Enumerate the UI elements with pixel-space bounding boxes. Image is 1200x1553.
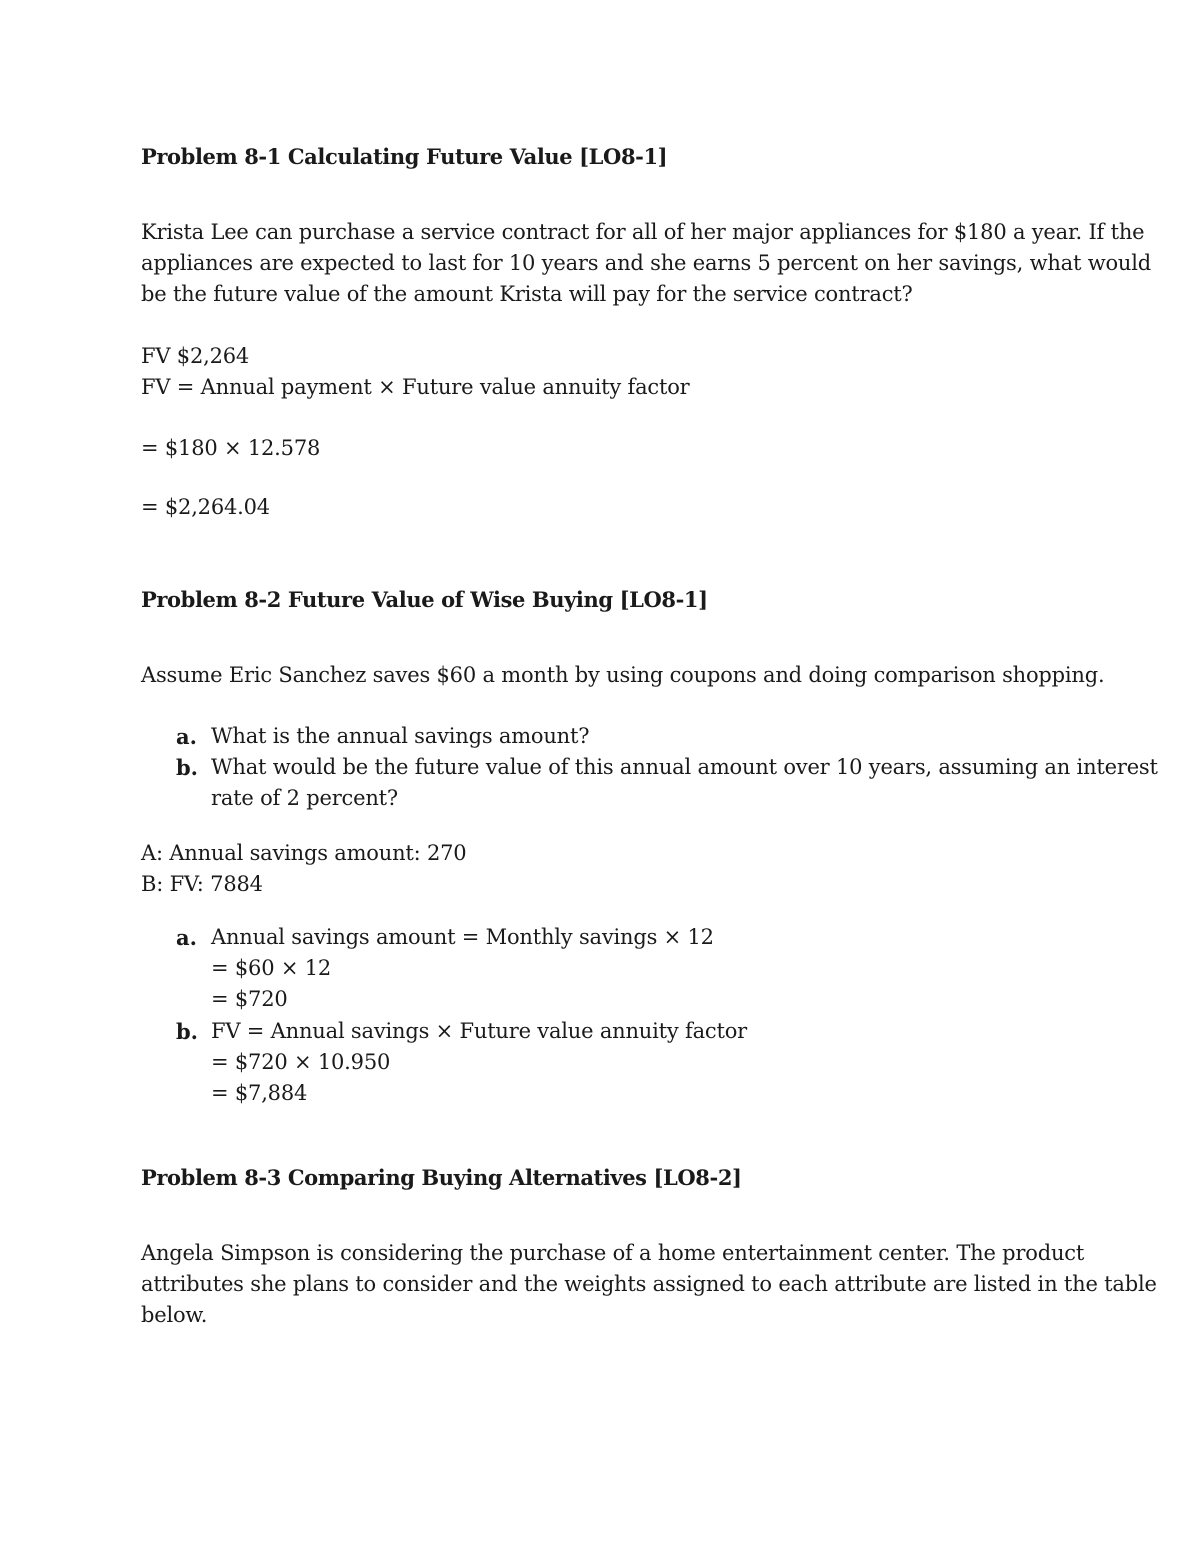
problem-8-2-text: Assume Eric Sanchez saves $60 a month by using coupons and doing comparison shopping. — [141, 663, 1105, 687]
problem-8-1-text-line-3: be the future value of the amount Krista will pay for the service contract? — [141, 282, 913, 306]
question-a-marker: a. — [176, 724, 197, 749]
problem-8-1-text-line-2: appliances are expected to last for 10 years and she earns 5 percent on her savings, what would — [141, 251, 1152, 275]
problem-8-3-heading: Problem 8-3 Comparing Buying Alternatives [LO8-2] — [141, 1165, 742, 1190]
problem-8-1-heading: Problem 8-1 Calculating Future Value [LO8-1] — [141, 144, 668, 169]
problem-8-1-answer: FV $2,264 — [141, 344, 250, 368]
problem-8-1-step-1: = $180 × 12.578 — [141, 436, 321, 460]
question-a-text: What is the annual savings amount? — [211, 724, 590, 748]
problem-8-1-formula: FV = Annual payment × Future value annuity factor — [141, 375, 690, 399]
problem-8-3-text-line-3: below. — [141, 1303, 208, 1327]
question-b-marker: b. — [176, 755, 198, 780]
solution-a-line-1: Annual savings amount = Monthly savings × 12 — [211, 925, 714, 949]
problem-8-2-heading: Problem 8-2 Future Value of Wise Buying [LO8-1] — [141, 587, 708, 612]
solution-a-marker: a. — [176, 925, 197, 950]
answer-b: B: FV: 7884 — [141, 872, 263, 896]
solution-b-line-1: FV = Annual savings × Future value annuity factor — [211, 1019, 747, 1043]
solution-a-line-3: = $720 — [211, 987, 288, 1011]
question-b-text-line-1: What would be the future value of this annual amount over 10 years, assuming an interest — [211, 755, 1158, 779]
problem-8-3-text-line-2: attributes she plans to consider and the weights assigned to each attribute are listed in the table — [141, 1272, 1157, 1296]
answer-a: A: Annual savings amount: 270 — [141, 841, 467, 865]
problem-8-1-step-2: = $2,264.04 — [141, 495, 270, 519]
solution-a-line-2: = $60 × 12 — [211, 956, 332, 980]
question-b-text-line-2: rate of 2 percent? — [211, 786, 398, 810]
problem-8-1-text-line-1: Krista Lee can purchase a service contract for all of her major appliances for $180 a year. If the — [141, 220, 1145, 244]
problem-8-3-text-line-1: Angela Simpson is considering the purchase of a home entertainment center. The product — [141, 1241, 1085, 1265]
solution-b-line-3: = $7,884 — [211, 1081, 308, 1105]
solution-b-line-2: = $720 × 10.950 — [211, 1050, 391, 1074]
solution-b-marker: b. — [176, 1019, 198, 1044]
